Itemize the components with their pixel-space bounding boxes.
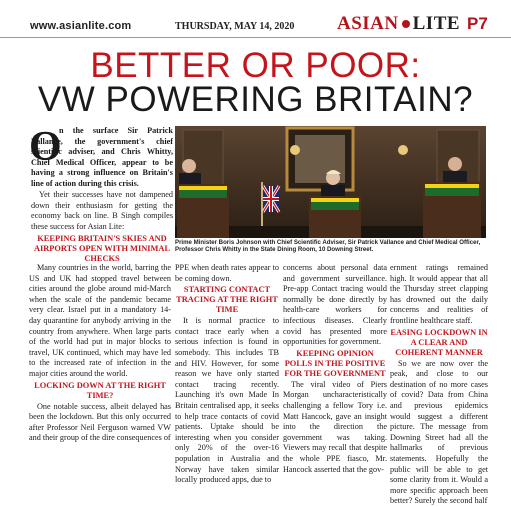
paragraph: ernment ratings remained high. It would appear that all the Thursday street clapping has drowned out the daily concerns and realities of frontline healthcare staff. xyxy=(390,263,488,325)
subhead-skies: KEEPING BRITAIN'S SKIES AND AIRPORTS OPEN WITH MINIMAL CHECKS xyxy=(33,234,171,264)
headline-line-1: BETTER OR POOR: xyxy=(90,46,421,85)
issue-date: THURSDAY, MAY 14, 2020 xyxy=(175,21,295,32)
page-header xyxy=(0,0,511,38)
page-number: P7 xyxy=(467,14,488,33)
intro-lead: n the surface Sir Patrick Vallance, the government's chief scientific adviser, and Chris Whitty, Chief Medical Officer, appear to be having a strong influence on Britain's line of action during this crisis. xyxy=(31,126,173,188)
paragraph: One notable success, albeit delayed has been the lockdown. But this only occurred after Professor Neil Ferguson warned VW and their group of the dire consequences of xyxy=(29,401,171,443)
paragraph: So we are now over the peak, and close to our destination of no more cases of covid? Data from China and previous epidemics would suggest a different picture. The message from Downing Street had all the hallmarks of previous statements. Hopefully the public will be able to get some clarity from it. Would a more specific approach been better? Surely the second half xyxy=(390,358,488,506)
photo-caption: Prime Minister Boris Johnson with Chief Scientific Adviser, Sir Patrick Vallance and Chief Medical Officer, Professor Chris Whitty in the State Dining Room, 10 Downing Street. xyxy=(175,239,481,254)
intro-para: Yet their successes have not dampened down their enthusiasm for getting the economy back on line. B Singh compiles these success for Asian Lite: xyxy=(31,190,173,231)
article-column-3 xyxy=(283,263,387,475)
article-column-4 xyxy=(390,263,488,507)
site-url[interactable]: www.asianlite.com xyxy=(30,20,132,32)
paragraph: Many countries in the world, barring the US and UK had stopped travel between cities around the globe around mid-March when the scale of the pandemic became very clear. Israel put in a mandatory 14-day quarantine for anybody arriving in the country from anywhere. When large parts of the world had put in major blocks to travel, UK continued, which may have led to the increased rate of infection in the major cities around the world. xyxy=(29,263,171,378)
article-column-2 xyxy=(175,263,279,486)
subhead-lockdown: LOCKING DOWN AT THE RIGHT TIME? xyxy=(34,380,166,400)
paragraph: concerns about personal data and government surveillance. Pre-app Contact tracing would normally be done directly by health-care workers for infectious diseases. Clearly covid has presented more opportunities for government. xyxy=(283,263,387,347)
headline-line-2: VW POWERING BRITAIN? xyxy=(37,80,474,119)
intro-block xyxy=(31,126,173,265)
subhead-easing-lockdown: EASING LOCKDOWN IN A CLEAR AND COHERENT MANNER xyxy=(390,327,488,357)
press-conference-photo xyxy=(175,126,486,238)
paragraph: PPE when death rates appear to be coming down. xyxy=(175,263,279,283)
subhead-opinion-polls: KEEPING OPINION POLLS IN THE POSITIVE FOR THE GOVERNMENT xyxy=(284,348,386,378)
article-column-1 xyxy=(29,263,171,444)
subhead-contact-tracing: STARTING CONTACT TRACING AT THE RIGHT TIME xyxy=(176,285,278,315)
paragraph: The viral video of Piers Morgan uncharacteristically challenging a fellow Tory i.e. Matt Hancock, gave an insight into the direction the government was taking. Viewers may recall that despite the whole PPE fiasco, Mr. Hancock asserted that the gov- xyxy=(283,379,387,474)
paragraph: It is normal practice to contact trace early when a serious infection is found in somebody. This includes TB and HIV. However, for some reason we have only started contact tracing recently. Launching it's own Made In Britain centralised app, it seeks to help trace contacts of covid patients. Uptake should be interesting when you consider only 20% of the over-16 population in Australia and Norway have taken similar locally produced apps, due to xyxy=(175,316,279,485)
drop-cap: O xyxy=(29,124,62,170)
logo-dot-icon xyxy=(402,20,410,28)
asian-lite-logo[interactable]: ASIAN LITE xyxy=(337,13,461,34)
